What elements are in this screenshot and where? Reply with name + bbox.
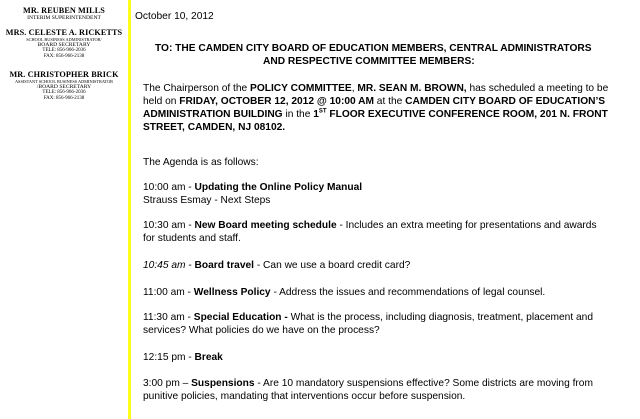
agenda-item-detail: services? What policies do we have on the process? bbox=[143, 325, 380, 336]
agenda-time: 11:00 am - bbox=[143, 287, 194, 298]
agenda-description: - Address the issues and recommendations of legal counsel. bbox=[270, 287, 546, 298]
officer-fax: FAX: 856-966-2138 bbox=[43, 96, 85, 102]
agenda-time: 10:45 am bbox=[143, 260, 186, 271]
agenda-item bbox=[143, 312, 593, 324]
officer-name: MRS. CELESTE A. RICKETTS bbox=[5, 28, 123, 37]
officer-title: ASSISTANT SCHOOL BUSINESS ADMINISTRATOR bbox=[14, 79, 114, 84]
officer-title: BOARD SECRETARY bbox=[37, 42, 91, 48]
floor-ordinal: ST bbox=[318, 108, 327, 115]
yellow-divider bbox=[128, 0, 131, 419]
agenda-item-detail: punitive policies, mandating that interventions occur before suspension. bbox=[143, 391, 466, 402]
meeting-venue: CAMDEN CITY BOARD OF EDUCATION’S bbox=[405, 96, 606, 107]
letter-date: October 10, 2012 bbox=[135, 11, 214, 22]
agenda-title: Suspensions bbox=[191, 378, 255, 389]
meeting-venue: ADMINISTRATION BUILDING bbox=[143, 109, 283, 120]
agenda-description: - Are 10 mandatory suspensions effective? Some districts are moving from bbox=[254, 378, 593, 389]
intro-text: held on bbox=[143, 96, 180, 107]
officer-assistant-administrator bbox=[0, 70, 128, 102]
officer-title: INTERIM SUPERINTENDENT bbox=[27, 15, 101, 21]
agenda-time: 11:30 am - bbox=[143, 312, 194, 323]
agenda-time: 10:30 am - bbox=[143, 220, 195, 231]
intro-text: , bbox=[351, 83, 358, 94]
officer-title: SCHOOL BUSINESS ADMINISTRATOR/ bbox=[26, 37, 102, 42]
meeting-address: STREET, CAMDEN, NJ 08102. bbox=[143, 122, 286, 133]
agenda-item-detail: for students and staff. bbox=[143, 233, 241, 244]
agenda-item bbox=[143, 287, 545, 299]
agenda-item-detail: Strauss Esmay - Next Steps bbox=[143, 195, 271, 206]
floor-number: 1 bbox=[313, 109, 319, 120]
agenda-time: 12:15 pm - bbox=[143, 352, 195, 363]
officer-fax: FAX: 856-966-2138 bbox=[43, 54, 85, 60]
intro-text: in the bbox=[282, 109, 314, 120]
officer-superintendent bbox=[0, 6, 128, 21]
agenda-item bbox=[143, 378, 593, 390]
addressee-line: TO: THE CAMDEN CITY BOARD OF EDUCATION MEMBERS, CENTRAL ADMINISTRATORS bbox=[155, 43, 592, 54]
intro-line bbox=[143, 83, 608, 95]
intro-text: at the bbox=[373, 96, 406, 107]
officer-business-administrator bbox=[0, 28, 128, 60]
chairperson-name: MR. SEAN M. BROWN, bbox=[357, 83, 467, 94]
agenda-item bbox=[143, 260, 410, 272]
committee-name: POLICY COMMITTEE bbox=[250, 83, 352, 94]
agenda-item bbox=[143, 182, 362, 194]
agenda-description: - Can we use a board credit card? bbox=[254, 260, 411, 271]
intro-line bbox=[143, 109, 608, 121]
agenda-intro: The Agenda is as follows: bbox=[143, 157, 259, 168]
agenda-title: Break bbox=[194, 352, 223, 363]
intro-text: has scheduled a meeting to be bbox=[466, 83, 609, 94]
addressee-line: AND RESPECTIVE COMMITTEE MEMBERS: bbox=[263, 56, 475, 67]
agenda-separator: - bbox=[185, 260, 195, 271]
meeting-datetime: FRIDAY, OCTOBER 12, 2012 @ 10:00 AM bbox=[179, 96, 374, 107]
agenda-title: Wellness Policy bbox=[193, 287, 271, 298]
officer-phone: TELE: 856-966-2036 bbox=[42, 48, 86, 54]
agenda-time: 3:00 pm – bbox=[143, 378, 192, 389]
intro-text: The Chairperson of the bbox=[143, 83, 251, 94]
officer-title: /BOARD SECRETARY bbox=[36, 84, 92, 90]
agenda-title: Board travel bbox=[194, 260, 254, 271]
agenda-item bbox=[143, 352, 223, 364]
agenda-title: Updating the Online Policy Manual bbox=[194, 182, 363, 193]
agenda-time: 10:00 am - bbox=[143, 182, 195, 193]
letterhead-sidebar bbox=[0, 0, 128, 419]
officer-name: MR. REUBEN MILLS bbox=[23, 6, 105, 15]
agenda-description: What is the process, including diagnosis, treatment, placement and bbox=[287, 312, 593, 323]
agenda-item bbox=[143, 220, 597, 232]
agenda-title: New Board meeting schedule bbox=[194, 220, 337, 231]
officer-phone: TELE: 856-966-2036 bbox=[42, 90, 86, 96]
officer-name: MR. CHRISTOPHER BRICK bbox=[9, 70, 119, 79]
meeting-room: FLOOR EXECUTIVE CONFERENCE ROOM, 201 N. FRONT bbox=[326, 109, 608, 120]
intro-line bbox=[143, 96, 605, 108]
agenda-title: Special Education - bbox=[193, 312, 288, 323]
agenda-description: - Includes an extra meeting for presentations and awards bbox=[336, 220, 597, 231]
